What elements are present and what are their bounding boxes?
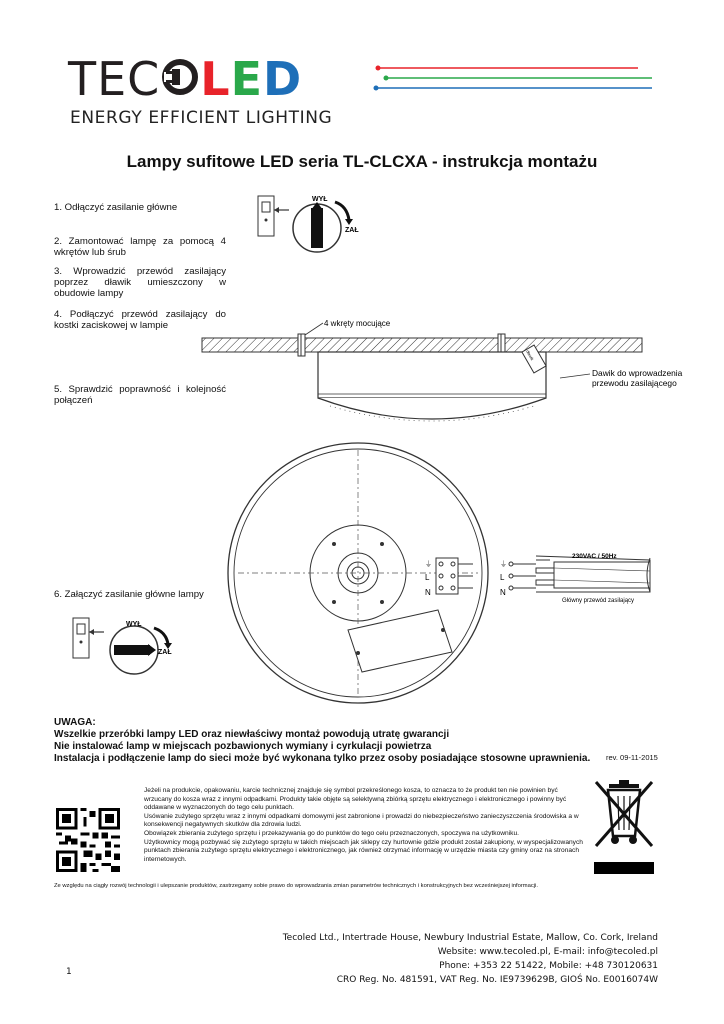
step-4: 4. Podłączyć przewód zasilający do kostki zaciskowej w lampie	[54, 309, 226, 331]
footer-registration: CRO Reg. No. 481591, VAT Reg. No. IE9739629B, GIOŚ No. E0016074W	[336, 975, 658, 985]
page-title: Lampy sufitowe LED seria TL-CLCXA - instrukcja montażu	[126, 152, 598, 171]
step-6: 6. Załączyć zasilanie główne lampy	[54, 589, 204, 600]
voltage-label: 230VAC / 50Hz	[572, 553, 617, 560]
warning-block	[54, 717, 594, 765]
logo-plug-o-icon	[160, 57, 200, 93]
logo-letter-e: E	[230, 52, 264, 106]
led-driver	[348, 610, 452, 672]
lamp-top-view-diagram	[218, 440, 664, 710]
weee-paragraph-4: Użytkownicy mogą pozbywać się zużytego sprzętu w takich miejscach jak sklepy czy hurtownie gdzie produkt został zakupiony, w wyspecjalizowanych punktach zbierania zużytego sprzętu elektrycznego i elektronicznego, jak również otrzymać informację w urzędzie miasta czy gminy oraz na stronach internetowych.	[144, 838, 583, 863]
switch-off-diagram	[255, 192, 365, 260]
switch2-off-label: WYŁ	[126, 621, 142, 628]
warning-line-3: Instalacja i podłączenie lamp do sieci może być wykonana tylko przez osoby posiadające stosowne uprawnienia.	[54, 753, 591, 764]
step-3: 3. Wprowadzić przewód zasilający poprzez dławik umieszczony w obudowie lampy	[54, 266, 226, 299]
inner-n-label: N	[425, 588, 431, 597]
outer-l-label: L	[500, 573, 505, 582]
step-2: 2. Zamontować lampę za pomocą 4 wkrętów lub śrub	[54, 236, 226, 258]
gland-label-line2: przewodu zasilającego	[592, 378, 677, 388]
inner-l-label: L	[425, 573, 430, 582]
switch-on-label: ZAŁ	[345, 227, 359, 234]
switch-off-label: WYŁ	[312, 196, 328, 203]
warning-line-1: Wszelkie przeróbki lampy LED oraz niewłaściwy montaż powodują utratę gwarancji	[54, 729, 450, 740]
crossed-bin-icon	[590, 778, 658, 876]
logo-letter-l: L	[200, 52, 231, 106]
revision-label: rev. 09-11-2015	[606, 753, 658, 762]
terminal-block	[436, 558, 458, 594]
weee-info	[144, 787, 584, 864]
logo-text-led	[200, 52, 302, 106]
qr-code	[56, 808, 120, 872]
warning-line-2: Nie instalować lamp w miejscach pozbawionych wymiany i cyrkulacji powietrza	[54, 741, 432, 752]
inner-ground-label: ⏚	[425, 561, 432, 568]
decorative-rgb-lines	[372, 60, 662, 96]
main-power-cable	[536, 556, 650, 592]
switch-on-diagram	[70, 614, 180, 682]
step-1: 1. Odłączyć zasilanie główne	[54, 202, 178, 213]
outer-ground-label: ⏚	[500, 561, 507, 568]
mounting-side-view-diagram	[200, 318, 683, 438]
logo-text-tec: TEC	[68, 52, 161, 106]
step-5: 5. Sprawdzić poprawność i kolejność połączeń	[54, 384, 226, 406]
lamp-body	[318, 352, 546, 398]
brand-tagline: ENERGY EFFICIENT LIGHTING	[70, 108, 333, 128]
lamp-diffuser	[318, 398, 546, 419]
switch2-on-label: ZAŁ	[158, 649, 172, 656]
weee-paragraph-2: Usówanie zużytego sprzętu wraz z innymi odpadkami domowymi jest zabronione i prowadzi do niebezpieczeństwo zanieczyszczenia środowiska a w konsekwencji negatywnych skutków dla zdrowia ludzi.	[144, 812, 579, 829]
footer-website: Website: www.tecoled.pl, E-mail: info@tecoled.pl	[437, 947, 658, 957]
outer-n-label: N	[500, 588, 506, 597]
ceiling	[202, 338, 642, 352]
gland-small-label: dławik	[525, 349, 536, 362]
brand-logo	[68, 52, 348, 132]
screws-label: 4 wkręty mocujące	[324, 319, 391, 328]
warning-heading: UWAGA:	[54, 717, 96, 728]
page-number: 1	[66, 967, 72, 977]
logo-letter-d: D	[263, 52, 303, 106]
footer-phone: Phone: +353 22 51422, Mobile: +48 730120631	[439, 961, 658, 971]
footer-address: Tecoled Ltd., Intertrade House, Newbury Industrial Estate, Mallow, Co. Cork, Ireland	[282, 933, 658, 943]
company-footer	[283, 931, 658, 987]
weee-paragraph-3: Obowiązek zbierania zużytego sprzętu i przekazywania go do punktów do tego celu przeznaczonych, spoczywa na użytkowniku.	[144, 829, 519, 837]
disclaimer: Ze względu na ciągły rozwój technologii i ulepszanie produktów, zastrzegamy sobie prawo do wprowadzania zmian parametrów technicznych i konstrukcyjnych bez wcześniejszej informacji.	[54, 883, 538, 889]
gland-label-line1: Dawik do wprowadzenia	[592, 368, 683, 378]
main-cable-label: Główny przewód zasilający	[562, 598, 635, 604]
weee-paragraph-1: Jeżeli na produkcie, opakowaniu, karcie technicznej znajduje się symbol przekreślonego kosza, to oznacza to że produkt ten nie powinien być wrzucany do kosza wraz z innymi odpadkami. Produkty takie objęte są selektywną zbiórką sprzętu elektrycznego i elektronicznego i powinny być oddawane w wyznaczonych do tego celu punktach.	[144, 787, 567, 812]
screw-left	[298, 334, 305, 356]
